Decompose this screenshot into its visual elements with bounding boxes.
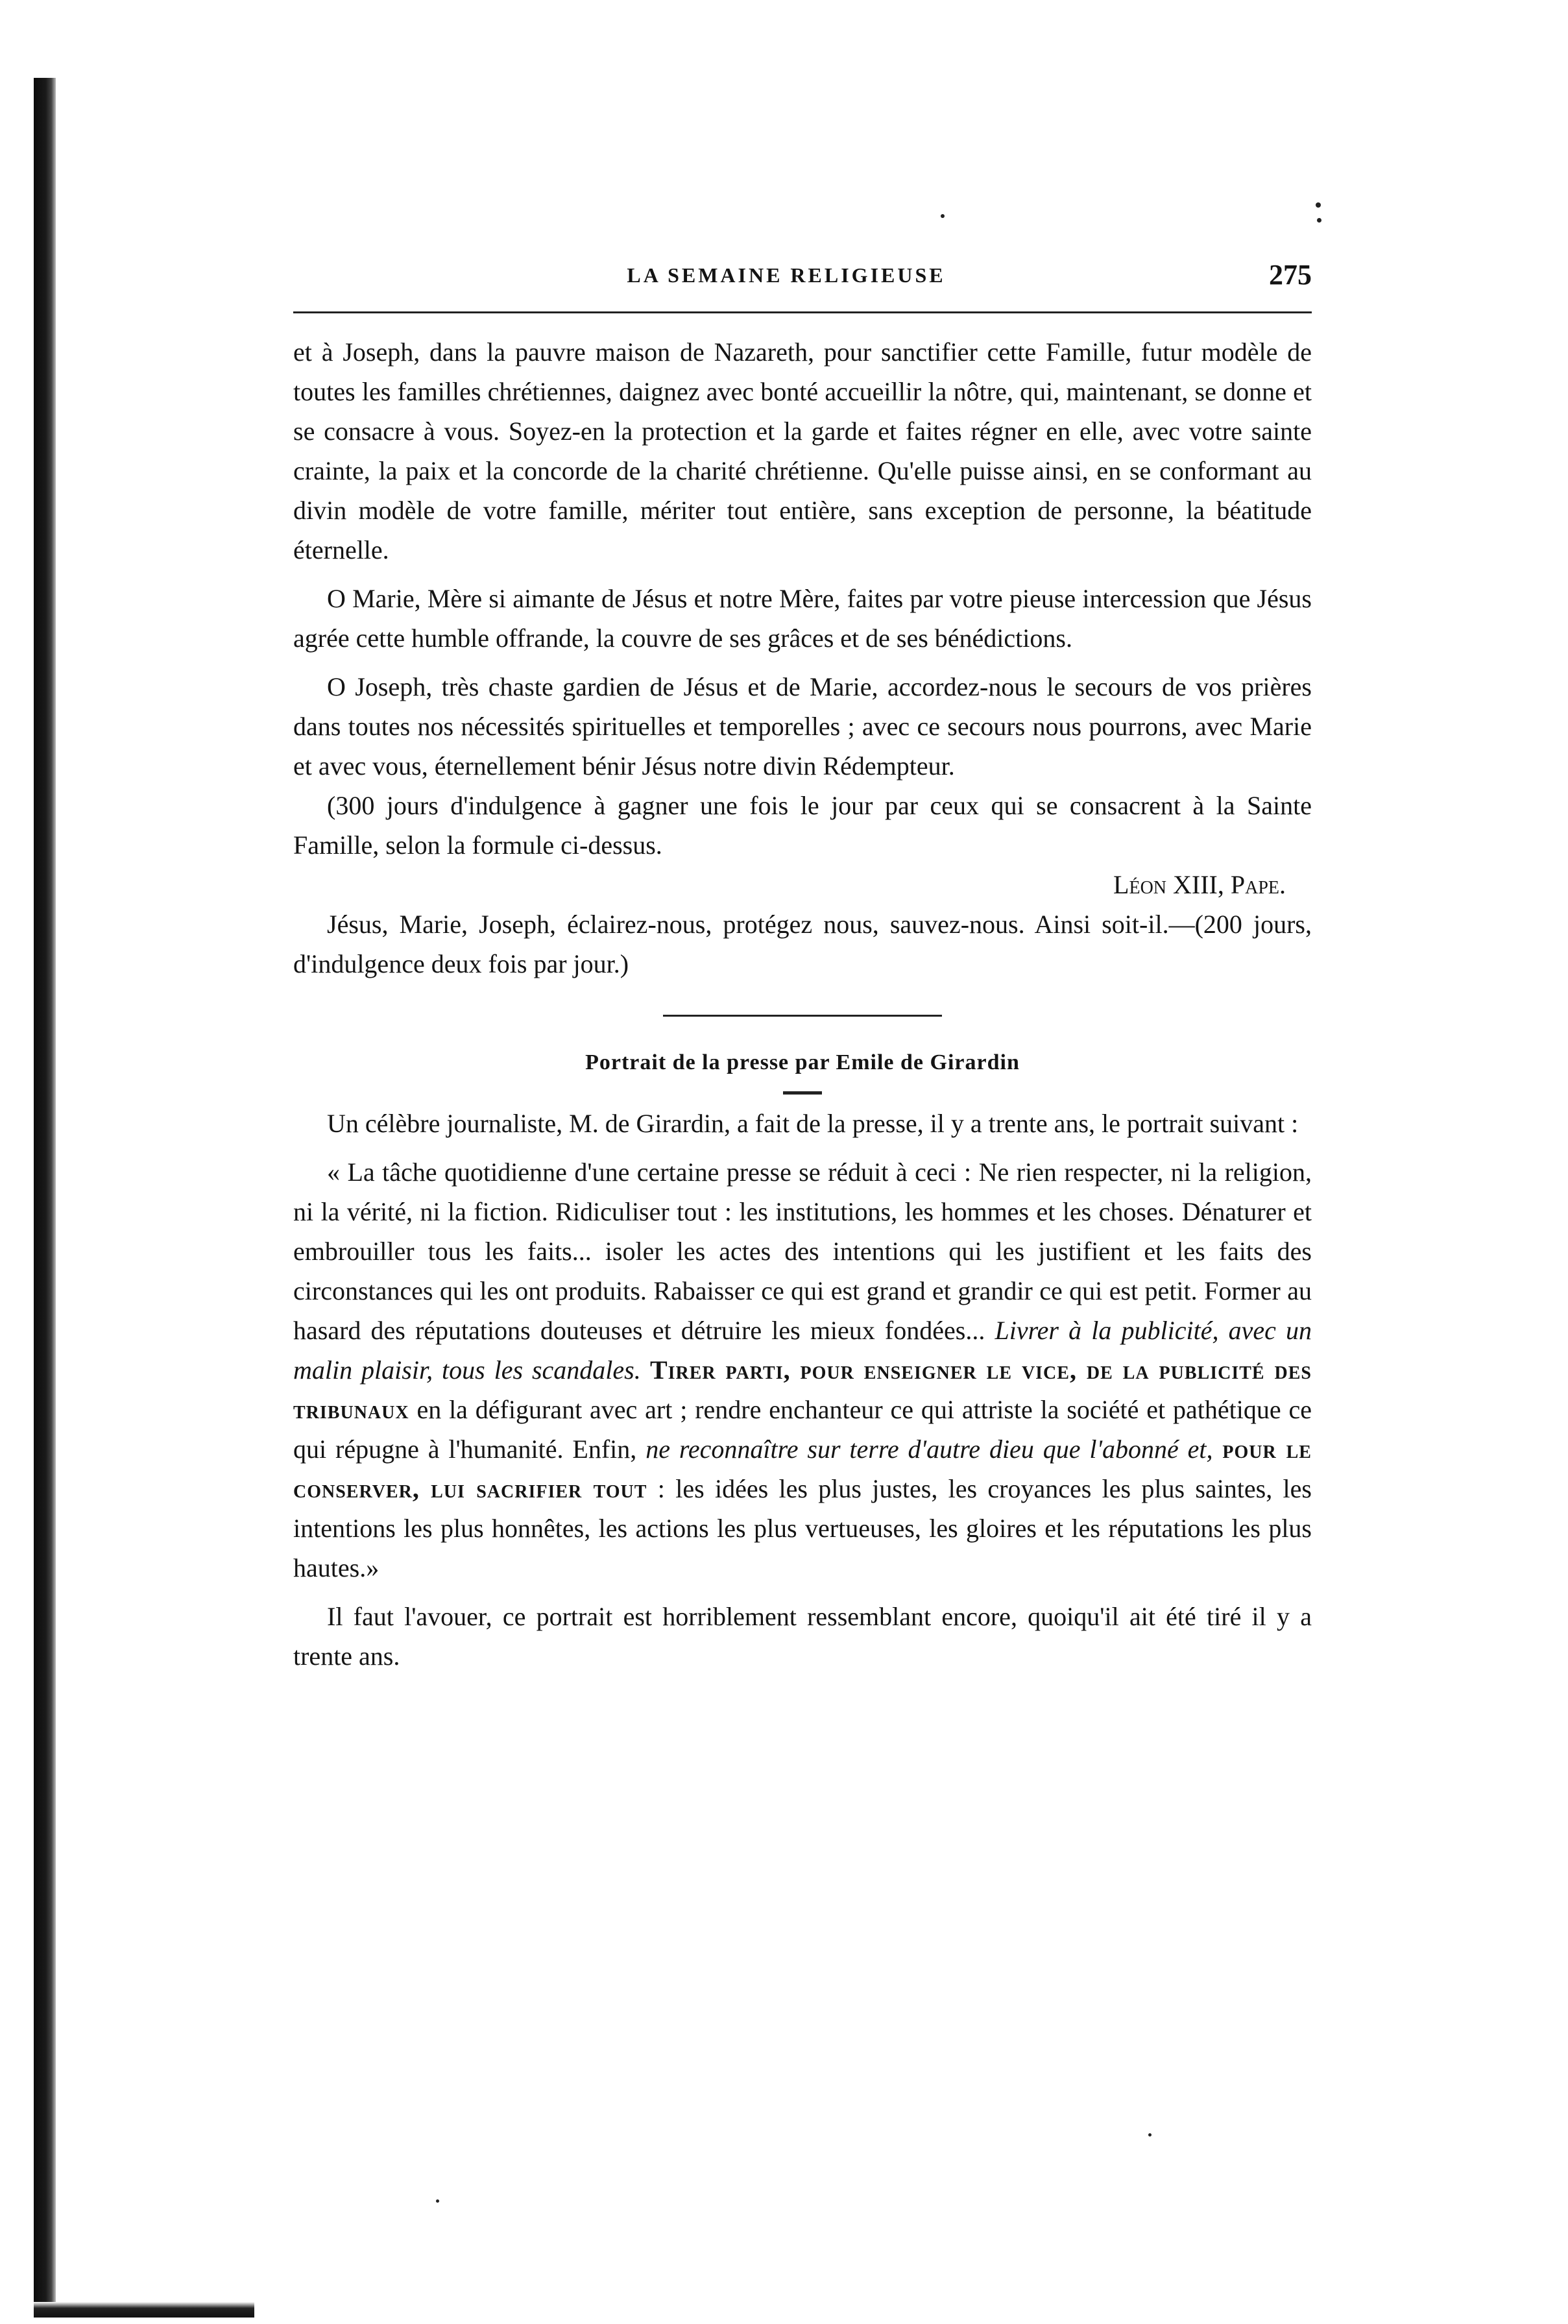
- ink-speck: [1316, 202, 1321, 208]
- quote-text-3: : les idées les plus justes, les croyances les plus saintes, les intentions les plus honnêtes, les actions les plus vertueuses, les gloires et les réputations les plus hautes.»: [293, 1474, 1312, 1582]
- quote-smallcaps-2: pour le conserver, lui sacrifier tout: [293, 1434, 1312, 1503]
- book-spine-foot: [34, 2302, 254, 2318]
- page-body: [293, 332, 1312, 1676]
- article-title: Portrait de la presse par Emile de Girardin: [585, 1050, 1020, 1074]
- title-dash: [783, 1091, 822, 1095]
- quote-text-1: « La tâche quotidienne d'une certaine presse se réduit à ceci : Ne rien respecter, ni la religion, ni la vérité, ni la fiction. Ridiculiser tout : les institutions, les hommes et les choses. Dénaturer et embrouiller tous les faits... isoler les actes des intentions qui les justifient et les faits des circonstances qui les ont produits. Rabaisser ce qui est grand et grandir ce qui est petit. Former au hasard des réputations douteuses et détruire les mieux fondées...: [293, 1157, 1312, 1345]
- article-intro: Un célèbre journaliste, M. de Girardin, a fait de la presse, il y a trente ans, le portrait suivant :: [327, 1109, 1299, 1138]
- prayer-paragraph-1: et à Joseph, dans la pauvre maison de Nazareth, pour sanctifier cette Famille, futur modèle de toutes les familles chrétiennes, daignez avec bonté accueillir la nôtre, qui, maintenant, se donne et se consacre à vous. Soyez-en la protection et la garde et faites régner en elle, avec votre sainte crainte, la paix et la concorde de la charité chrétienne. Qu'elle puisse ainsi, en se conformant au divin modèle de votre famille, mériter tout entière, sans exception de personne, la béatitude éternelle.: [293, 337, 1312, 564]
- section-divider: [663, 1015, 942, 1017]
- header-rule: [293, 311, 1312, 313]
- page-number: 275: [1269, 259, 1312, 291]
- invocation-paragraph: Jésus, Marie, Joseph, éclairez-nous, protégez nous, sauvez-nous. Ainsi soit-il.—(200 jours, d'indulgence deux fois par jour.): [293, 910, 1312, 978]
- running-header: [293, 258, 1312, 297]
- book-spine-shadow: [34, 78, 56, 2316]
- book-page: [293, 0, 1312, 2324]
- signature-leo-xiii: Léon XIII, Pape.: [1113, 870, 1286, 899]
- quote-italic-1: Livrer à la publicité, avec un malin plaisir, tous les scandales.: [293, 1316, 1312, 1385]
- article-closing: Il faut l'avouer, ce portrait est horriblement ressemblant encore, quoiqu'il ait été tiré il y a trente ans.: [293, 1602, 1312, 1671]
- article-quote: [293, 1152, 1312, 1588]
- prayer-paragraph-2: O Marie, Mère si aimante de Jésus et notre Mère, faites par votre pieuse intercession que Jésus agrée cette humble offrande, la couvre de ses grâces et de ses bénédictions.: [293, 584, 1312, 653]
- ink-speck: [1317, 218, 1321, 223]
- running-title: LA SEMAINE RELIGIEUSE: [627, 263, 946, 287]
- quote-text-2: en la défigurant avec art ; rendre enchanteur ce qui attriste la société et pathétique ce qui répugne à l'humanité. Enfin,: [293, 1395, 1312, 1464]
- quote-italic-2: ne reconnaître sur terre d'autre dieu que l'abonné et,: [645, 1434, 1213, 1464]
- prayer-paragraph-3: O Joseph, très chaste gardien de Jésus et de Marie, accordez-nous le secours de vos prières dans toutes nos nécessités spirituelles et temporelles ; avec ce secours nous pourrons, avec Marie et avec vous, éternellement bénir Jésus notre divin Rédempteur.: [293, 672, 1312, 781]
- indulgence-note: (300 jours d'indulgence à gagner une fois le jour par ceux qui se consacrent à la Sainte Famille, selon la formule ci-dessus.: [293, 791, 1312, 860]
- quote-smallcaps-1: Tirer parti, pour enseigner le vice, de la publicité des tribunaux: [293, 1355, 1312, 1424]
